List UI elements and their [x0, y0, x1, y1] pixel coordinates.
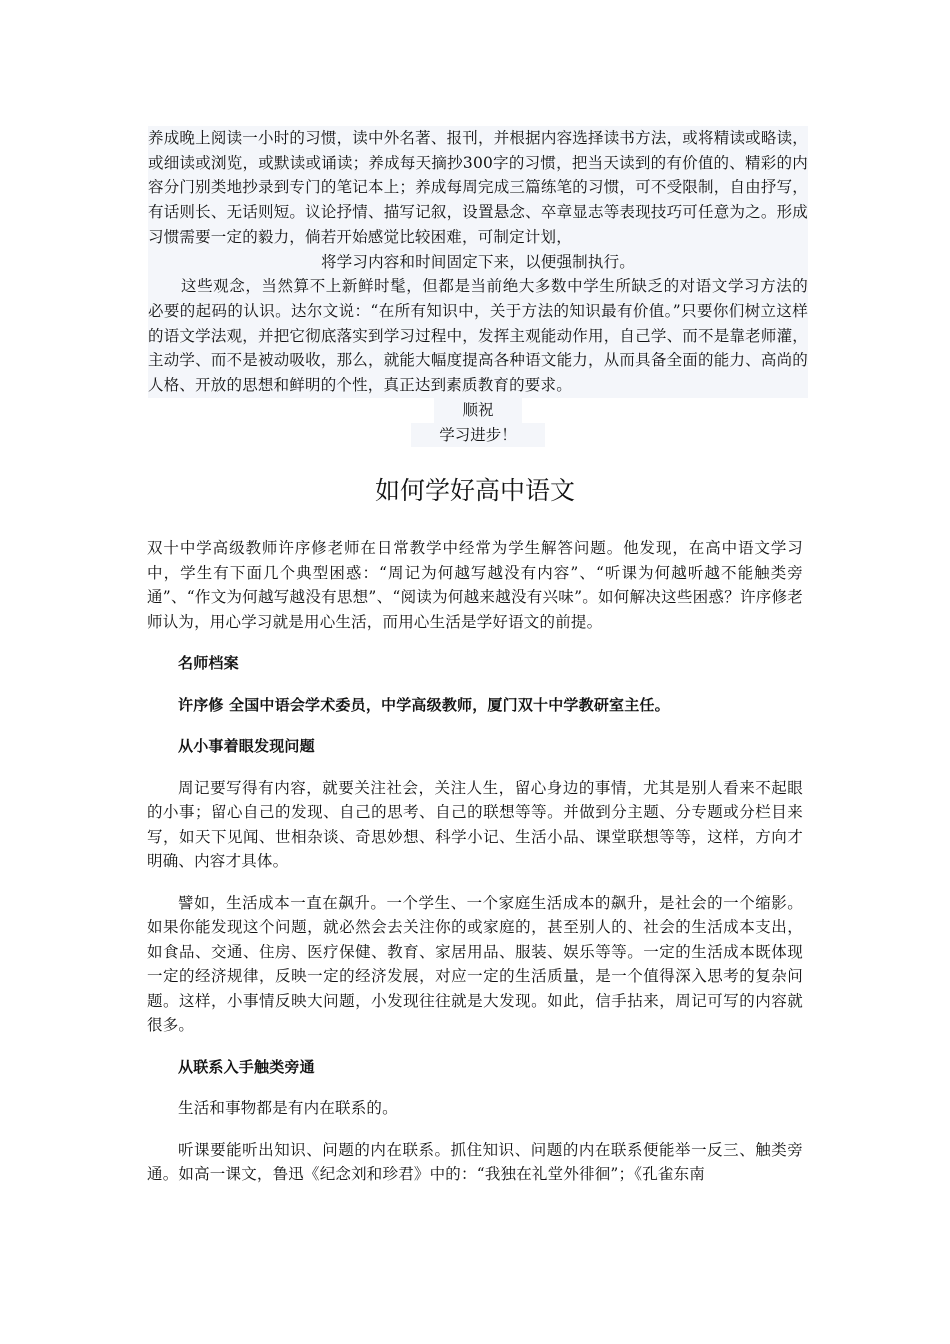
section2-heading: 从联系入手触类旁通: [178, 1057, 315, 1076]
habit-paragraph-end: 将学习内容和时间固定下来，以便强制执行。: [148, 250, 808, 275]
letter-closing: [148, 398, 808, 447]
habit-paragraph: 养成晚上阅读一小时的习惯，读中外名著、报刊，并根据内容选择读书方法，或将精读或略读，或细读或浏览，或默读或诵读；养成每天摘抄300字的习惯，把当天读到的有价值的、精彩的内容分门别类地抄录到专门的笔记本上；养成每周完成三篇练笔的习惯，可不受限制，自由抒写，有话则长、无话则短。议论抒情、描写记叙，设置悬念、卒章显志等表现技巧可任意为之。形成习惯需要一定的毅力，倘若开始感觉比较困难，可制定计划，: [148, 126, 808, 250]
section2-paragraph-1: 生活和事物都是有内在联系的。: [178, 1099, 398, 1117]
profile-text: 许序修 全国中语会学术委员，中学高级教师，厦门双十中学教研室主任。: [178, 695, 670, 714]
section1-heading: 从小事着眼发现问题: [178, 737, 315, 755]
section1-paragraph-2: 譬如，生活成本一直在飙升。一个学生、一个家庭生活成本的飙升，是社会的一个缩影。如果你能发现这个问题，就必然会去关注你的或家庭的，甚至别人的、社会的生活成本支出，如食品、交通、住房、医疗保健、教育、家居用品、服装、娱乐等等。一定的生活成本既体现一定的经济规律，反映一定的经济发展，对应一定的生活质量，是一个值得深入思考的复杂问题。这样，小事情反映大问题，小发现往往就是大发现。如此，信手拈来，周记可写的内容就很多。: [147, 893, 803, 1034]
article-title: 如何学好高中语文: [374, 476, 575, 505]
intro-paragraph: 双十中学高级教师许序修老师在日常教学中经常为学生解答问题。他发现，在高中语文学习中，学生有下面几个典型困惑：“周记为何越写越没有内容”、“听课为何越听越不能触类旁通”、“作文为何越写越没有思想”、“阅读为何越来越没有兴味”。如何解决这些困惑？许序修老师认为，用心学习就是用心生活，而用心生活是学好语文的前提。: [147, 539, 803, 631]
section2-paragraph-2: 听课要能听出知识、问题的内在联系。抓住知识、问题的内在联系便能举一反三、触类旁通。如高一课文，鲁迅《纪念刘和珍君》中的：“我独在礼堂外徘徊”；《孔雀东南: [147, 1140, 803, 1183]
letter-excerpt: [148, 126, 808, 398]
closing-wish: 学习进步！: [411, 423, 545, 448]
article-body: [147, 536, 803, 1204]
closing-greeting: 顺祝: [434, 398, 521, 423]
profile-heading: 名师档案: [178, 654, 239, 672]
section1-paragraph-1: 周记要写得有内容，就要关注社会，关注人生，留心身边的事情，尤其是别人看来不起眼的小事；留心自己的发现、自己的思考、自己的联想等等。并做到分主题、分专题或分栏目来写，如天下见闻、世相杂谈、奇思妙想、科学小记、生活小品、课堂联想等等，这样，方向才明确、内容才具体。: [147, 778, 803, 870]
method-paragraph: 这些观念，当然算不上新鲜时髦，但都是当前绝大多数中学生所缺乏的对语文学习方法的必要的起码的认识。达尔文说：“在所有知识中，关于方法的知识最有价值。”只要你们树立这样的语文学法观，并把它彻底落实到学习过程中，发挥主观能动作用，自己学、而不是靠老师灌，主动学、而不是被动吸收，那么，就能大幅度提高各种语文能力，从而具备全面的能力、高尚的人格、开放的思想和鲜明的个性，真正达到素质教育的要求。: [148, 274, 808, 398]
